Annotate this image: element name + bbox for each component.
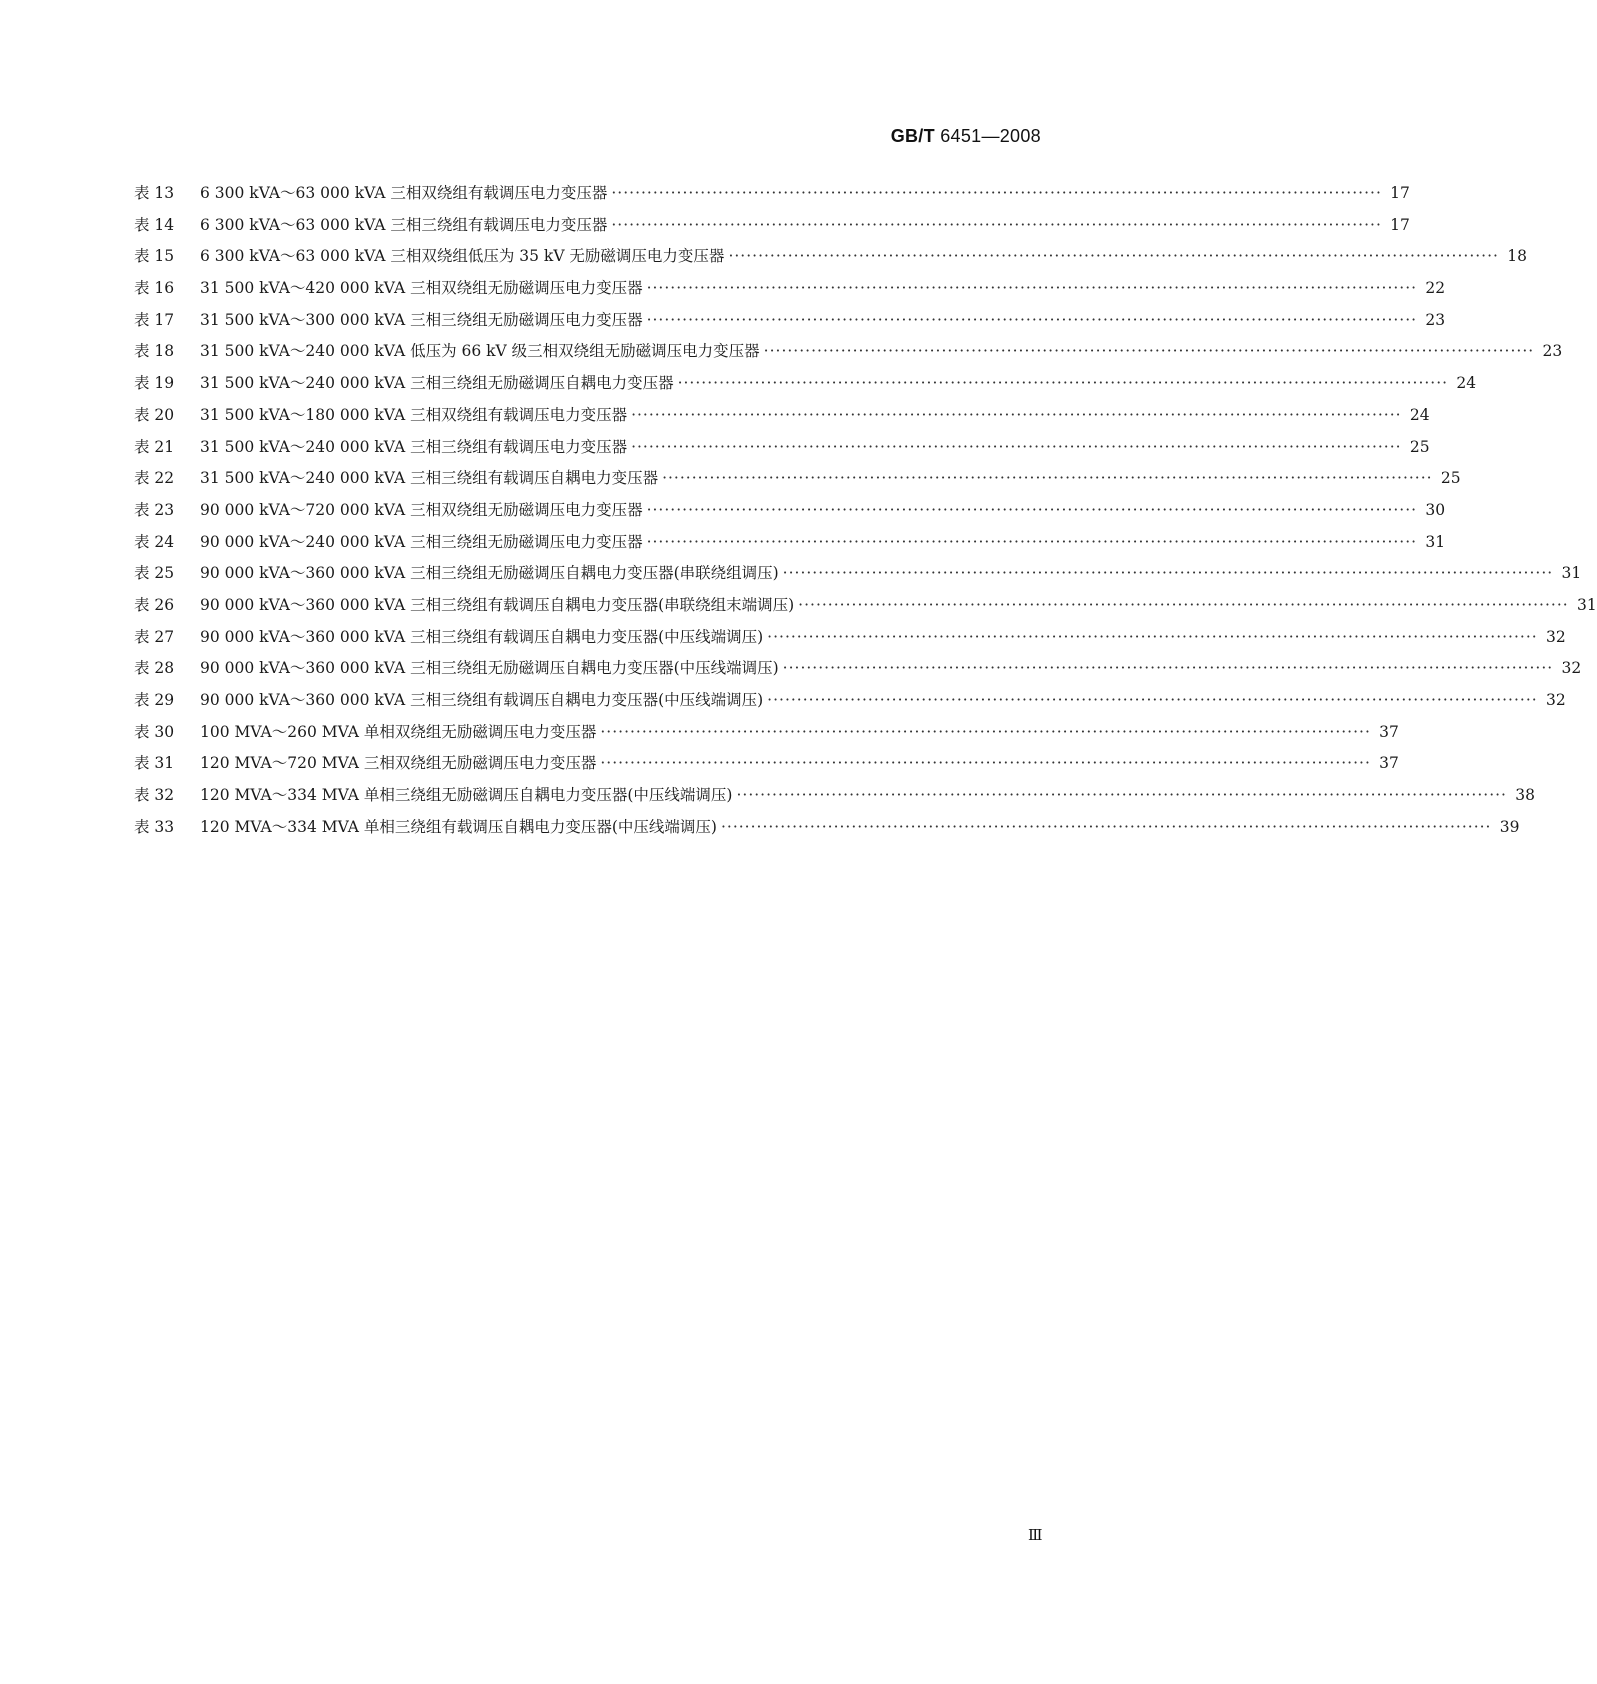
toc-leader-dots xyxy=(678,368,1449,400)
toc-entry-page: 32 xyxy=(1561,659,1582,678)
table-of-contents-list xyxy=(134,178,1597,843)
toc-entry-title: 6 300 kVA～63 000 kVA 三相双绕组低压为 35 kV 无励磁调压电力变压器 xyxy=(200,247,725,266)
toc-entry-title: 120 MVA～334 MVA 单相三绕组有载调压自耦电力变压器(中压线端调压) xyxy=(200,817,717,836)
toc-entry[interactable] xyxy=(134,812,1520,844)
toc-leader-dots xyxy=(662,463,1433,495)
toc-entry-title: 6 300 kVA～63 000 kVA 三相双绕组有载调压电力变压器 xyxy=(200,184,608,202)
toc-entry-page: 18 xyxy=(1507,247,1527,266)
toc-entry-label: 表 21 xyxy=(134,437,175,456)
toc-leader-dots xyxy=(600,748,1371,780)
toc-leader-dots xyxy=(631,400,1402,432)
toc-leader-dots xyxy=(611,178,1382,210)
toc-entry[interactable] xyxy=(134,653,1582,685)
toc-entry-title: 6 300 kVA～63 000 kVA 三相三绕组有载调压电力变压器 xyxy=(200,215,608,234)
toc-entry[interactable] xyxy=(134,432,1430,464)
toc-entry[interactable] xyxy=(134,717,1399,749)
toc-entry-page: 24 xyxy=(1409,405,1430,424)
toc-leader-dots xyxy=(767,622,1538,654)
toc-entry-title: 31 500 kVA～240 000 kVA 三相三绕组有载调压电力变压器 xyxy=(200,437,628,456)
toc-entry-title: 120 MVA～334 MVA 单相三绕组无励磁调压自耦电力变压器(中压线端调压) xyxy=(200,786,733,805)
toc-entry-label: 表 25 xyxy=(134,564,175,583)
toc-entry[interactable] xyxy=(134,622,1566,654)
toc-entry-title: 90 000 kVA～360 000 kVA 三相三绕组无励磁调压自耦电力变压器(串联绕组调压) xyxy=(200,564,779,583)
toc-entry-title: 31 500 kVA～240 000 kVA 三相三绕组有载调压自耦电力变压器 xyxy=(200,469,659,488)
toc-entry[interactable] xyxy=(134,210,1410,242)
toc-entry-page: 25 xyxy=(1440,469,1461,488)
toc-leader-dots xyxy=(631,432,1402,464)
toc-entry-title: 31 500 kVA～300 000 kVA 三相三绕组无励磁调压电力变压器 xyxy=(200,310,643,329)
toc-leader-dots xyxy=(647,273,1418,305)
toc-entry-title: 31 500 kVA～240 000 kVA 低压为 66 kV 级三相双绕组无励磁调压电力变压器 xyxy=(200,342,760,361)
standard-code-prefix: GB/T xyxy=(890,126,935,146)
toc-entry-label: 表 18 xyxy=(134,342,175,361)
toc-entry-label: 表 19 xyxy=(134,374,175,393)
toc-entry[interactable] xyxy=(134,463,1461,495)
toc-entry-label: 表 30 xyxy=(134,722,175,741)
toc-leader-dots xyxy=(611,210,1382,242)
toc-entry-title: 90 000 kVA～240 000 kVA 三相三绕组无励磁调压电力变压器 xyxy=(200,532,643,551)
toc-entry-label: 表 29 xyxy=(134,691,175,709)
toc-entry[interactable] xyxy=(134,368,1477,400)
toc-entry-title: 90 000 kVA～360 000 kVA 三相三绕组有载调压自耦电力变压器(中压线端调压) xyxy=(200,627,764,646)
toc-entry-label: 表 23 xyxy=(134,500,175,519)
toc-entry-title: 90 000 kVA～720 000 kVA 三相双绕组无励磁调压电力变压器 xyxy=(200,500,643,519)
toc-entry-page: 17 xyxy=(1390,184,1410,202)
toc-entry-title: 90 000 kVA～360 000 kVA 三相三绕组有载调压自耦电力变压器(中压线端调压) xyxy=(200,691,764,709)
toc-entry-title: 90 000 kVA～360 000 kVA 三相三绕组无励磁调压自耦电力变压器(中压线端调压) xyxy=(200,659,779,678)
toc-entry-page: 24 xyxy=(1456,374,1477,393)
toc-leader-dots xyxy=(647,305,1418,337)
toc-entry-page: 31 xyxy=(1425,532,1446,551)
toc-leader-dots xyxy=(728,241,1499,273)
toc-entry-label: 表 15 xyxy=(134,247,175,266)
toc-entry-label: 表 17 xyxy=(134,310,175,329)
toc-entry-label: 表 32 xyxy=(134,786,175,805)
toc-entry[interactable] xyxy=(134,685,1566,717)
toc-entry[interactable] xyxy=(134,178,1410,210)
toc-entry-page: 38 xyxy=(1515,786,1535,805)
toc-leader-dots xyxy=(736,780,1507,812)
toc-entry-page: 37 xyxy=(1379,722,1399,741)
toc-entry-page: 39 xyxy=(1499,817,1520,836)
toc-leader-dots xyxy=(600,717,1371,749)
toc-leader-dots xyxy=(767,685,1538,717)
toc-leader-dots xyxy=(647,527,1418,559)
toc-entry-page: 30 xyxy=(1425,500,1446,519)
toc-entry-label: 表 22 xyxy=(134,469,175,488)
toc-entry[interactable] xyxy=(134,305,1446,337)
toc-entry-label: 表 14 xyxy=(134,215,175,234)
toc-entry[interactable] xyxy=(134,400,1430,432)
toc-entry[interactable] xyxy=(134,558,1582,590)
toc-entry-label: 表 24 xyxy=(134,532,175,551)
toc-entry-title: 120 MVA～720 MVA 三相双绕组无励磁调压电力变压器 xyxy=(200,754,597,773)
toc-entry-label: 表 26 xyxy=(134,595,175,614)
toc-entry[interactable] xyxy=(134,241,1527,273)
toc-entry[interactable] xyxy=(134,495,1446,527)
toc-entry[interactable] xyxy=(134,527,1446,559)
toc-entry-page: 31 xyxy=(1561,564,1582,583)
standard-code-header xyxy=(891,126,1041,147)
toc-entry-title: 31 500 kVA～420 000 kVA 三相双绕组无励磁调压电力变压器 xyxy=(200,279,643,298)
page-number-footer: Ⅲ xyxy=(1028,1526,1043,1544)
toc-entry-page: 32 xyxy=(1545,627,1566,646)
toc-entry-page: 32 xyxy=(1545,691,1566,709)
toc-entry-label: 表 33 xyxy=(134,817,175,836)
toc-entry-page: 31 xyxy=(1576,595,1597,614)
toc-entry-title: 100 MVA～260 MVA 单相双绕组无励磁调压电力变压器 xyxy=(200,722,597,741)
toc-entry[interactable] xyxy=(134,273,1446,305)
toc-entry-page: 37 xyxy=(1379,754,1399,773)
toc-entry-label: 表 16 xyxy=(134,279,175,298)
toc-leader-dots xyxy=(783,558,1554,590)
toc-entry[interactable] xyxy=(134,748,1399,780)
toc-entry-page: 22 xyxy=(1425,279,1446,298)
toc-entry-label: 表 27 xyxy=(134,627,175,646)
toc-entry-title: 31 500 kVA～180 000 kVA 三相双绕组有载调压电力变压器 xyxy=(200,405,628,424)
toc-entry-label: 表 28 xyxy=(134,659,175,678)
toc-leader-dots xyxy=(783,653,1554,685)
toc-entry-page: 23 xyxy=(1542,342,1563,361)
toc-entry-label: 表 13 xyxy=(134,184,175,202)
toc-leader-dots xyxy=(798,590,1569,622)
toc-entry-label: 表 31 xyxy=(134,754,175,773)
toc-entry[interactable] xyxy=(134,590,1597,622)
standard-code-number: 6451—2008 xyxy=(940,126,1041,146)
toc-entry-title: 90 000 kVA～360 000 kVA 三相三绕组有载调压自耦电力变压器(串联绕组末端调压) xyxy=(200,595,795,614)
toc-entry[interactable] xyxy=(134,780,1535,812)
toc-entry[interactable] xyxy=(134,336,1563,368)
toc-entry-page: 23 xyxy=(1425,310,1446,329)
toc-leader-dots xyxy=(721,812,1492,844)
toc-entry-label: 表 20 xyxy=(134,405,175,424)
toc-entry-page: 25 xyxy=(1409,437,1430,456)
toc-entry-title: 31 500 kVA～240 000 kVA 三相三绕组无励磁调压自耦电力变压器 xyxy=(200,374,674,393)
toc-leader-dots xyxy=(647,495,1418,527)
toc-entry-page: 17 xyxy=(1390,215,1410,234)
toc-leader-dots xyxy=(764,336,1535,368)
